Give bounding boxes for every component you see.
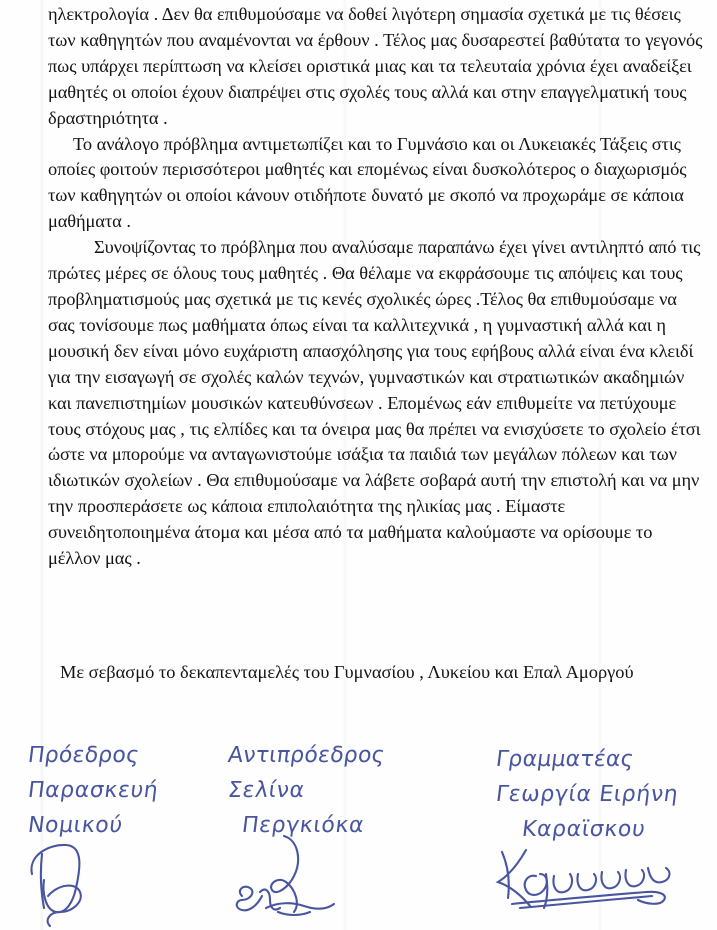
letter-body: [48, 2, 704, 572]
paragraph-3: Συνοψίζοντας το πρόβλημα που αναλύσαμε παραπάνω έχει γίνει αντιληπτό από τις πρώτες μέρες σε όλους τους μαθητές . Θα θέλαμε να εκφράσουμε τις απόψεις και τους προβληματισμούς μας σχετικά με τις κενές σχολικές ώρες .Τέλος θα επιθυμούσαμε να σας τονίσουμε πως μαθήματα όπως είναι τα καλλιτεχνικά , η γυμναστική αλλά και η μουσική δεν είναι μόνο ευχάριστη απασχόλησης για τους εφήβους αλλά είναι ένα κλειδί για την εισαγωγή σε σχολές καλών τεχνών, γυμναστικών και στρατιωτικών ακαδημιών και πανεπιστημίων μουσικών κατευθύνσεων . Επομένως εάν επιθυμείτε να πετύχουμε τους στόχους μας , τις ελπίδες και τα όνειρα μας θα πρέπει να ενισχύσετε το σχολείο έτσι ώστε να μπορούμε να ανταγωνιστούμε ισάξια τα παιδιά των μεγάλων πόλεων και των ιδιωτικών σχολείων . Θα επιθυμούσαμε να λάβετε σοβαρά αυτή την επιστολή και να μην την προσπεράσετε ως κάποια επιπολαιότητα της ηλικίας μας . Είμαστε συνειδητοποιημένα άτομα και μέσα από τα μαθήματα καλούμαστε να ορίσουμε το μέλλον μας .: [48, 237, 701, 569]
closing-salutation: Με σεβασμό το δεκαπενταμελές του Γυμνασίου , Λυκείου και Επαλ Αμοργού: [60, 662, 634, 682]
paragraph-1: ηλεκτρολογία . Δεν θα επιθυμούσαμε να δοθεί λιγότερη σημασία σχετικά με τις θέσεις των καθηγητών που αναμένονται να έρθουν . Τέλος μας δυσαρεστεί βαθύτατα το γεγονός πως υπάρχει περίπτωση να κλείσει οριστικά μιας και τα τελευταία χρόνια έχει αναδείξει μαθητές οι οποίοι έχουν διαπρέψει στις σχολές τους αλλά και στην επαγγελματική τους δραστηριότητα .: [48, 4, 703, 128]
signature-section: [0, 736, 717, 930]
signature-last-name: Καραϊσκου: [520, 817, 647, 842]
signature-block-vice-president: [228, 738, 385, 843]
signature-last-name: Περγκιόκα: [240, 813, 366, 838]
handwritten-signature-mark-secretary: [490, 842, 690, 922]
signature-role-label: Πρόεδρος: [26, 743, 141, 768]
signature-role-label: Γραμματέας: [494, 747, 636, 772]
handwritten-signature-mark-president: [18, 840, 158, 930]
signature-first-name: Παρασκευή: [26, 778, 160, 803]
paragraph-2: Το ανάλογο πρόβλημα αντιμετωπίζει και το Γυμνάσιο και οι Λυκειακές Τάξεις στις οποίες φοιτούν περισσότεροι μαθητές και επομένως είναι δυσκολότερος ο διαχωρισμός των καθηγητών οι οποίοι κάνουν οτιδήποτε δυνατό με σκοπό να προχωράμε σε κάποια μαθήματα .: [48, 133, 687, 232]
handwritten-signature-mark-vice-president: [222, 830, 392, 926]
signature-last-name: Νομικού: [26, 813, 125, 838]
signature-role-label: Αντιπρόεδρος: [226, 743, 387, 768]
signature-block-president: [28, 738, 158, 843]
signature-block-secretary: [496, 742, 678, 847]
signature-first-name: Σελίνα: [226, 778, 307, 803]
signature-first-name: Γεωργία Ειρήνη: [494, 782, 680, 807]
